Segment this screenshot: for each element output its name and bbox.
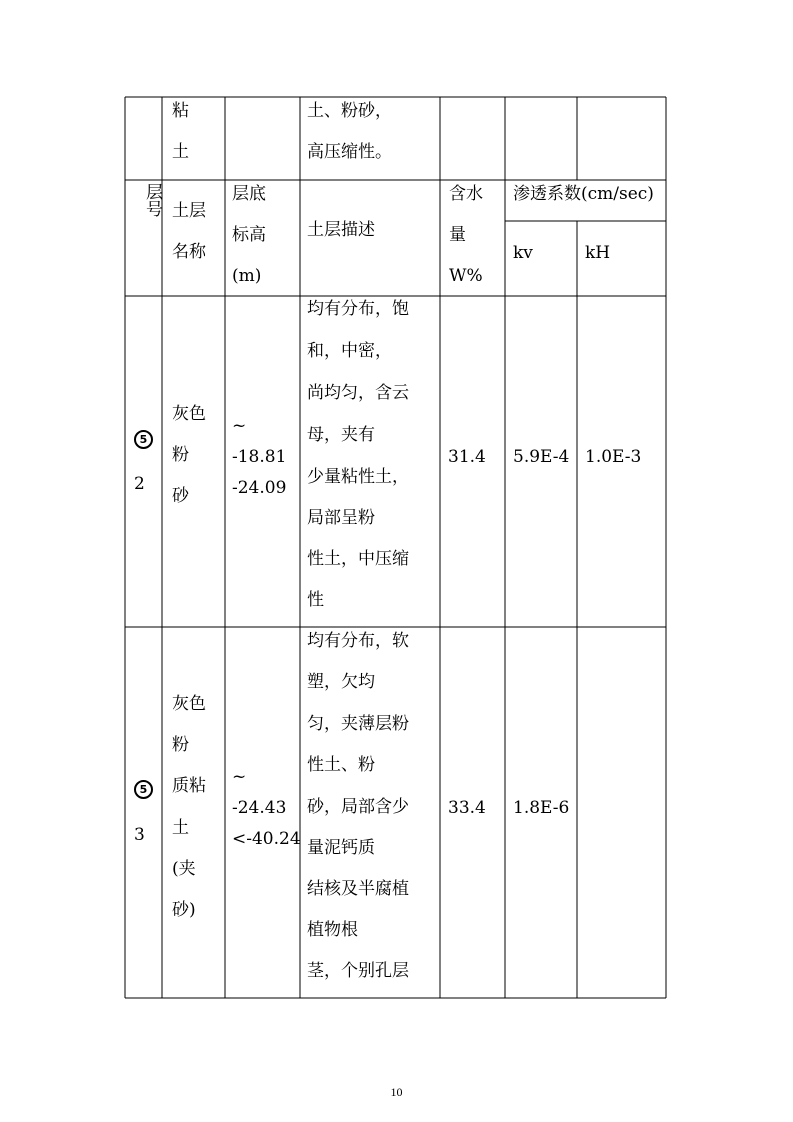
row1-desc-line-6: 局部呈粉 — [307, 508, 375, 528]
header-desc: 土层描述 — [307, 220, 375, 240]
row1-desc-line-2: 和，中密， — [307, 341, 392, 361]
header-name-line-1: 土层 — [172, 201, 206, 221]
row2-name-line-6: 砂) — [172, 900, 196, 920]
cont-desc-line-1: 土、粉砂， — [307, 101, 392, 121]
row1-elev-line-1: ~ — [232, 416, 247, 436]
header-water-line-3: W% — [449, 266, 483, 286]
row2-layer-circle — [134, 778, 153, 799]
circled-number: 5 — [134, 780, 153, 799]
row2-kv: 1.8E-6 — [513, 798, 570, 818]
header-kh: kH — [585, 243, 611, 263]
row2-water: 33.4 — [448, 798, 486, 818]
row1-elev-line-2: -18.81 — [232, 447, 287, 467]
row2-name-line-3: 质粘 — [172, 776, 206, 796]
header-water-line-2: 量 — [449, 225, 466, 245]
row2-desc-line-4: 性土、粉 — [307, 755, 375, 775]
header-elev-line-3: (m) — [232, 266, 262, 286]
header-perm: 渗透系数(cm/sec) — [513, 184, 654, 204]
row2-name-line-5: (夹 — [172, 859, 196, 879]
cont-desc-line-2: 高压缩性。 — [307, 142, 392, 162]
row1-name-line-3: 砂 — [172, 486, 189, 506]
row1-water: 31.4 — [448, 447, 486, 467]
row2-layer-sub: 3 — [134, 825, 145, 845]
circled-number: 5 — [134, 430, 153, 449]
row1-kh: 1.0E-3 — [585, 447, 642, 467]
row2-desc-line-1: 均有分布，软 — [307, 631, 409, 651]
row2-desc-line-9: 茎，个别孔层 — [307, 961, 409, 981]
cont-name-char-2: 土 — [172, 142, 189, 162]
row1-desc-line-8: 性 — [307, 590, 324, 610]
header-water-line-1: 含水 — [449, 184, 483, 204]
row2-desc-line-8: 植物根 — [307, 920, 358, 940]
header-name-line-2: 名称 — [172, 242, 206, 262]
row1-desc-line-7: 性土，中压缩 — [307, 549, 409, 569]
header-layer-no-char-2: 号 — [146, 200, 163, 220]
header-kv: kv — [513, 243, 533, 263]
row2-elev-line-3: <-40.24 — [232, 829, 301, 849]
row1-desc-line-3: 尚均匀，含云 — [307, 383, 409, 403]
row1-layer-circle — [134, 428, 153, 449]
row2-desc-line-7: 结核及半腐植 — [307, 879, 409, 899]
row2-elev-line-1: ~ — [232, 767, 247, 787]
row2-name-line-1: 灰色 — [172, 694, 206, 714]
cont-name-char-1: 粘 — [172, 101, 189, 121]
row1-name-line-2: 粉 — [172, 445, 189, 465]
header-layer-no-char-1: 层 — [146, 183, 163, 203]
header-elev-line-2: 标高 — [232, 225, 266, 245]
row1-desc-line-1: 均有分布，饱 — [307, 299, 409, 319]
row2-desc-line-3: 匀，夹薄层粉 — [307, 714, 409, 734]
header-elev-line-1: 层底 — [232, 184, 266, 204]
row2-name-line-4: 土 — [172, 818, 189, 838]
page-number: 10 — [390, 1085, 403, 1099]
row1-layer-sub: 2 — [134, 474, 145, 494]
row2-elev-line-2: -24.43 — [232, 798, 287, 818]
row1-desc-line-4: 母，夹有 — [307, 425, 375, 445]
row2-name-line-2: 粉 — [172, 735, 189, 755]
row2-desc-line-5: 砂，局部含少 — [307, 797, 409, 817]
row1-kv: 5.9E-4 — [513, 447, 570, 467]
row1-name-line-1: 灰色 — [172, 404, 206, 424]
row1-elev-line-3: -24.09 — [232, 478, 287, 498]
row2-desc-line-2: 塑，欠均 — [307, 672, 375, 692]
row1-desc-line-5: 少量粘性土， — [307, 467, 409, 487]
row2-desc-line-6: 量泥钙质 — [307, 838, 375, 858]
